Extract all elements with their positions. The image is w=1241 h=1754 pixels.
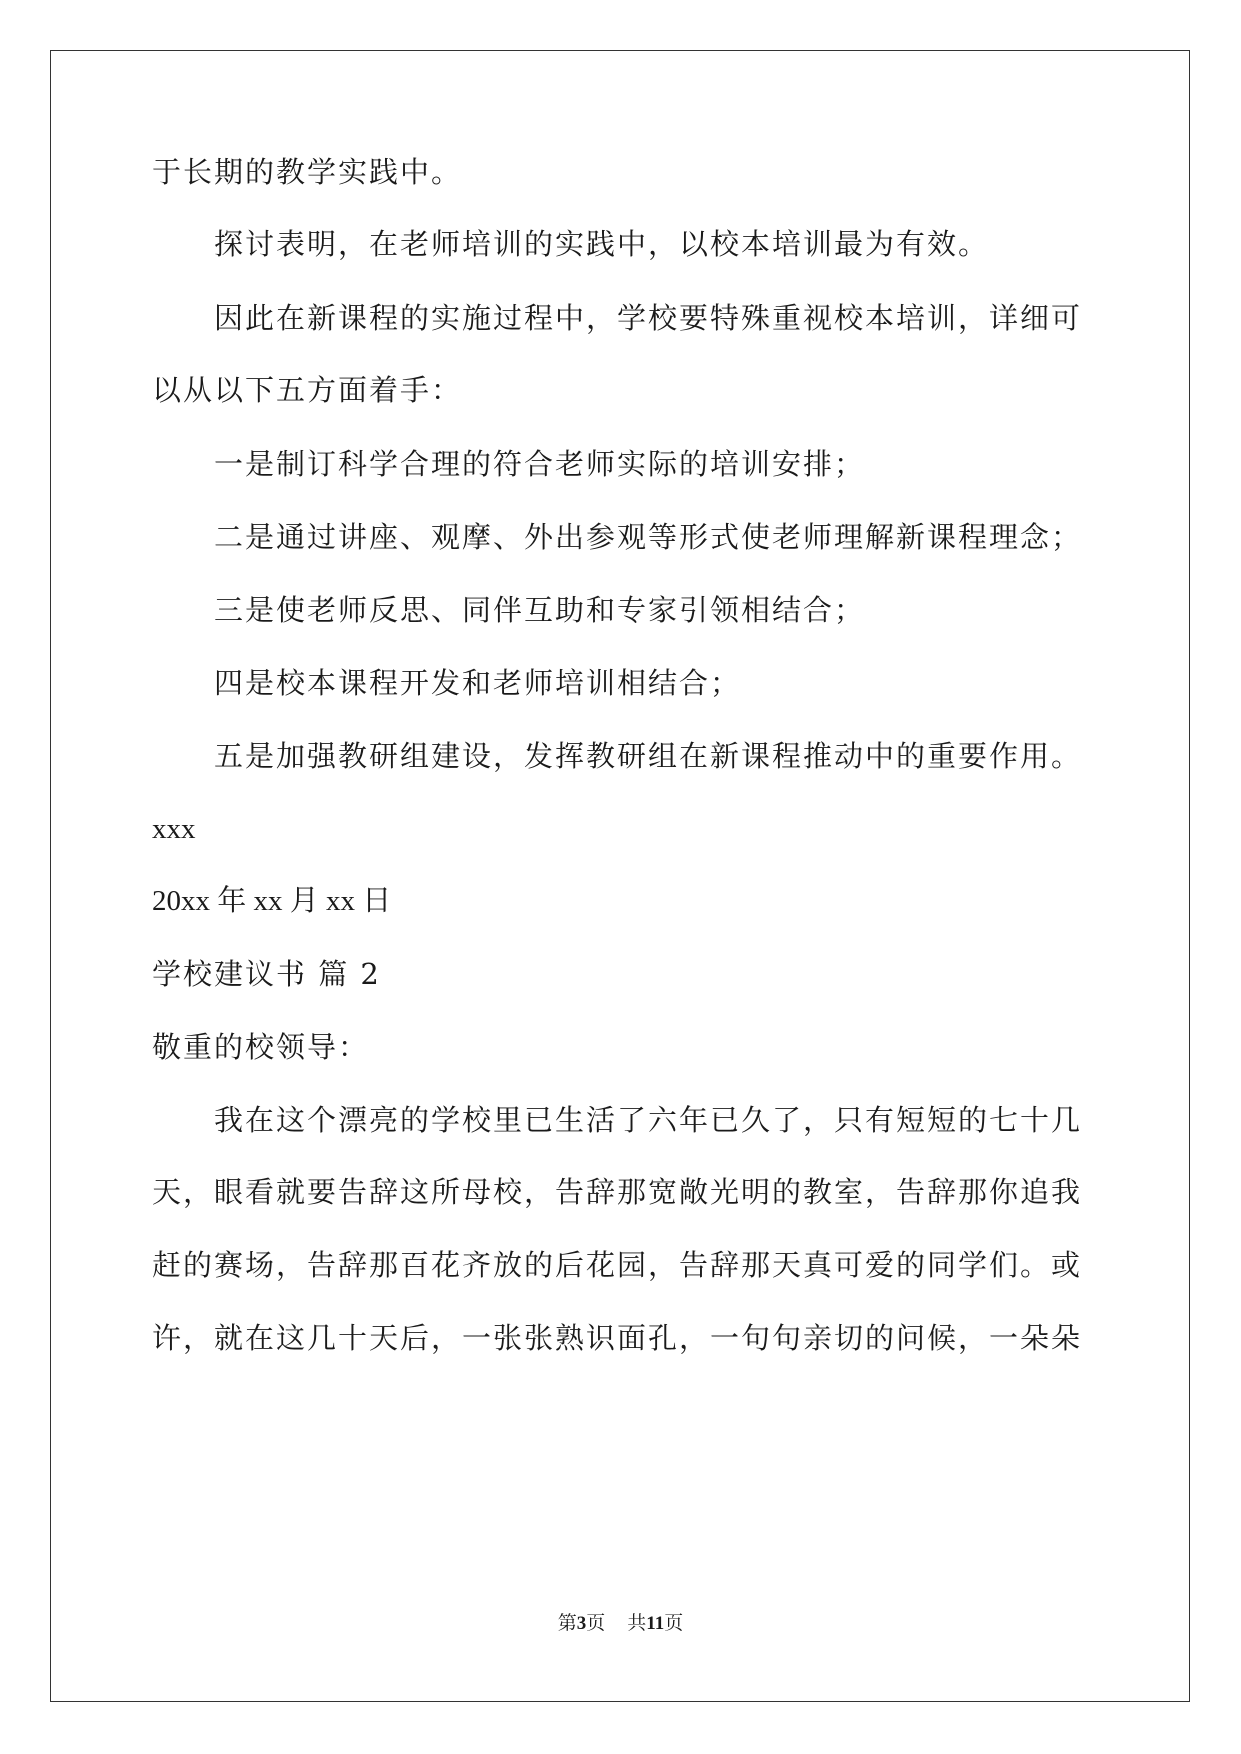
paragraph-line: 许，就在这几十天后，一张张熟识面孔，一句句亲切的问候，一朵朵 <box>152 1321 1083 1355</box>
footer-page-number: 3 <box>576 1613 587 1634</box>
paragraph-line: 探讨表明，在老师培训的实践中，以校本培训最为有效。 <box>214 227 990 261</box>
page-footer <box>0 1612 1241 1636</box>
paragraph-line: 因此在新课程的实施过程中，学校要特殊重视校本培训，详细可 <box>214 301 1083 335</box>
paragraph-line: 于长期的教学实践中。 <box>152 155 463 189</box>
paragraph-line: 以从以下五方面着手： <box>152 373 463 407</box>
list-item: 一是制订科学合理的符合老师实际的培训安排； <box>214 447 866 481</box>
paragraph-line: 赶的赛场，告辞那百花齐放的后花园，告辞那天真可爱的同学们。或 <box>152 1248 1083 1282</box>
list-item: 三是使老师反思、同伴互助和专家引领相结合； <box>214 593 866 627</box>
list-item: 四是校本课程开发和老师培训相结合； <box>214 666 742 700</box>
list-item: 二是通过讲座、观摩、外出参观等形式使老师理解新课程理念； <box>214 520 1083 554</box>
list-item: 五是加强教研组建设，发挥教研组在新课程推动中的重要作用。 <box>214 739 1083 773</box>
paragraph-line: 天，眼看就要告辞这所母校，告辞那宽敞光明的教室，告辞那你追我 <box>152 1175 1083 1209</box>
section-heading: 学校建议书 篇 2 <box>152 957 381 991</box>
signature-name: xxx <box>152 813 196 845</box>
footer-page-prefix: 第 <box>557 1613 577 1634</box>
footer-total-pages: 11 <box>646 1613 665 1634</box>
signature-date: 20xx 年 xx 月 xx 日 <box>152 885 392 917</box>
paragraph-line: 我在这个漂亮的学校里已生活了六年已久了，只有短短的七十几 <box>214 1103 1083 1137</box>
footer-total-prefix: 共 <box>627 1613 647 1634</box>
salutation: 敬重的校领导： <box>152 1030 370 1064</box>
footer-total-suffix: 页 <box>664 1613 684 1634</box>
footer-page-suffix: 页 <box>586 1613 606 1634</box>
